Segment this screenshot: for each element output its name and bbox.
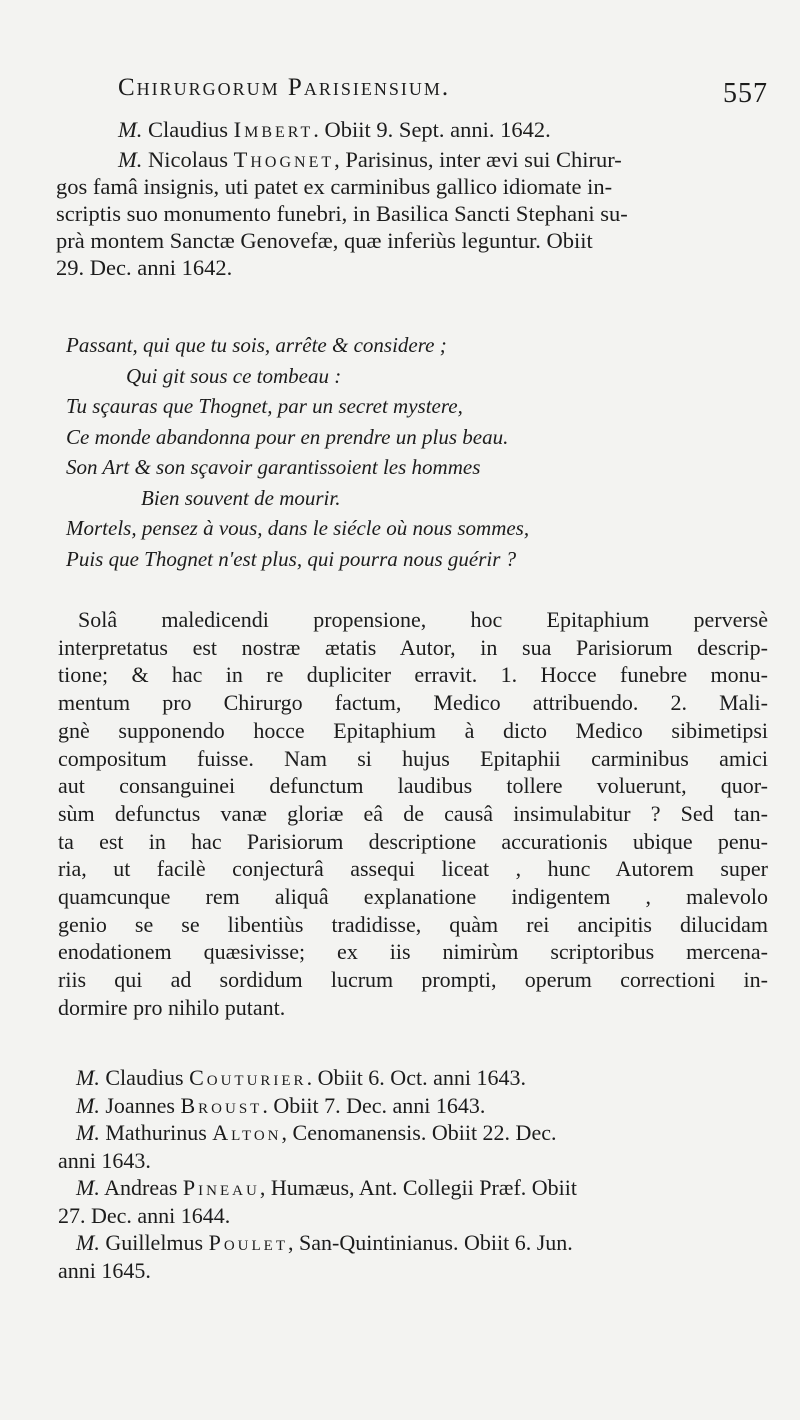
entry-text: Claudius xyxy=(148,117,234,142)
entry-text: , Cenomanensis. Obiit 22. Dec. xyxy=(281,1120,557,1145)
entry-text-line: anni 1645. xyxy=(58,1257,151,1283)
entry-text: , Parisinus, inter ævi sui Chirur- xyxy=(334,147,622,172)
entry-surname: Alton xyxy=(212,1120,282,1145)
entry-alton xyxy=(58,1119,768,1147)
running-header xyxy=(118,74,768,114)
entry-text: Claudius xyxy=(99,1065,190,1090)
paragraph-line: ta est in hac Parisiorum descriptione accurationis ubique penu- xyxy=(58,828,768,854)
entry-text-line: prà montem Sanctæ Genovefæ, quæ inferiùs leguntur. Obiit xyxy=(56,228,593,253)
entry-couturier xyxy=(58,1064,768,1092)
entry-text: Mathurinus xyxy=(99,1120,213,1145)
paragraph-line: riis qui ad sordidum lucrum prompti, operum correctioni in- xyxy=(58,967,768,993)
poem-line: Son Art & son sçavoir garantissoient les hommes xyxy=(66,455,481,479)
entry-marker: M. xyxy=(76,1065,100,1090)
entry-pineau xyxy=(58,1174,768,1202)
entry-text-line: scriptis suo monumento funebri, in Basilica Sancti Stephani su- xyxy=(56,201,628,226)
entry-surname: Couturier xyxy=(189,1065,307,1090)
poem-line: Passant, qui que tu sois, arrête & considere ; xyxy=(66,333,447,357)
entry-text: Nicolaus xyxy=(142,147,234,172)
paragraph-line: compositum fuisse. Nam si hujus Epitaphii carminibus amici xyxy=(58,745,768,771)
entry-marker: M. xyxy=(76,1230,100,1255)
running-title: Chirurgorum Parisiensium. xyxy=(118,74,451,101)
poem-line: Tu sçauras que Thognet, par un secret mystere, xyxy=(66,394,463,418)
entry-broust xyxy=(58,1092,768,1120)
entry-poulet xyxy=(58,1229,768,1257)
entry-marker: M. xyxy=(76,1175,100,1200)
paragraph-line: ria, ut facilè conjecturâ assequi liceat , hunc Autorem super xyxy=(58,856,768,882)
poem-line: Bien souvent de mourir. xyxy=(141,485,341,510)
entry-surname: Broust xyxy=(180,1092,263,1118)
page-number: 557 xyxy=(723,78,768,109)
paragraph-line: dormire pro nihilo putant. xyxy=(58,994,286,1020)
entry-surname: Imbert xyxy=(233,117,314,142)
entry-surname: Poulet xyxy=(208,1230,288,1255)
entry-text: Joannes xyxy=(99,1092,181,1118)
entry-text: . Obiit 6. Oct. anni 1643. xyxy=(306,1065,526,1090)
entry-text-line: anni 1643. xyxy=(58,1147,151,1173)
entry-text: , San-Quintinianus. Obiit 6. Jun. xyxy=(288,1230,573,1255)
poem-line: Puis que Thognet n'est plus, qui pourra nous guérir ? xyxy=(66,546,517,571)
entry-thognet xyxy=(56,146,768,281)
entry-marker: M. xyxy=(76,1092,100,1118)
entry-surname: Thognet xyxy=(233,147,335,172)
paragraph-line: genio se se libentiùs tradidisse, quàm rei ancipitis dilucidam xyxy=(58,911,768,937)
entry-marker: M. xyxy=(118,147,143,172)
poem-line: Ce monde abandonna pour en prendre un plus beau. xyxy=(66,424,509,449)
paragraph-line: enodationem quæsivisse; ex iis nimirùm scriptoribus mercena- xyxy=(58,939,768,965)
surgeon-entries xyxy=(58,1064,768,1284)
epitaph-poem xyxy=(66,330,756,574)
paragraph-line: mentum pro Chirurgo factum, Medico attribuendo. 2. Mali- xyxy=(58,690,768,716)
paragraph-line: aut consanguinei defunctum laudibus tollere voluerunt, quor- xyxy=(58,773,768,799)
paragraph-line: gnè supponendo hocce Epitaphium à dicto Medico sibimetipsi xyxy=(58,717,768,743)
paragraph-line: Solâ maledicendi propensione, hoc Epitaphium perversè xyxy=(78,607,768,632)
paragraph-line: quamcunque rem aliquâ explanatione indigentem , malevolo xyxy=(58,884,768,910)
entry-text-line: 27. Dec. anni 1644. xyxy=(58,1202,231,1228)
entry-marker: M. xyxy=(76,1120,100,1145)
entry-marker: M. xyxy=(118,117,143,142)
entry-text: Guillelmus xyxy=(99,1230,209,1255)
paragraph-line: sùm defunctus vanæ gloriæ eâ de causâ insimulabitur ? Sed tan- xyxy=(58,800,768,826)
entry-text: . Obiit 7. Dec. anni 1643. xyxy=(262,1092,486,1118)
commentary-paragraph xyxy=(58,606,768,1022)
entry-text-line: 29. Dec. anni 1642. xyxy=(56,255,233,280)
paragraph-line: tione; & hac in re dupliciter erravit. 1. Hocce funebre monu- xyxy=(58,662,768,688)
entry-surname: Pineau xyxy=(182,1175,260,1200)
entry-text: Andreas xyxy=(99,1175,183,1200)
poem-line: Qui git sous ce tombeau : xyxy=(126,363,342,388)
poem-line: Mortels, pensez à vous, dans le siécle où nous sommes, xyxy=(66,516,530,540)
entry-text-line: gos famâ insignis, uti patet ex carminibus gallico idiomate in- xyxy=(56,174,613,199)
paragraph-line: interpretatus est nostræ ætatis Autor, in sua Parisiorum descrip- xyxy=(58,634,768,660)
entry-text: , Humæus, Ant. Collegii Præf. Obiit xyxy=(259,1175,578,1200)
entry-text: . Obiit 9. Sept. anni. 1642. xyxy=(313,117,551,142)
entry-imbert xyxy=(118,116,768,143)
